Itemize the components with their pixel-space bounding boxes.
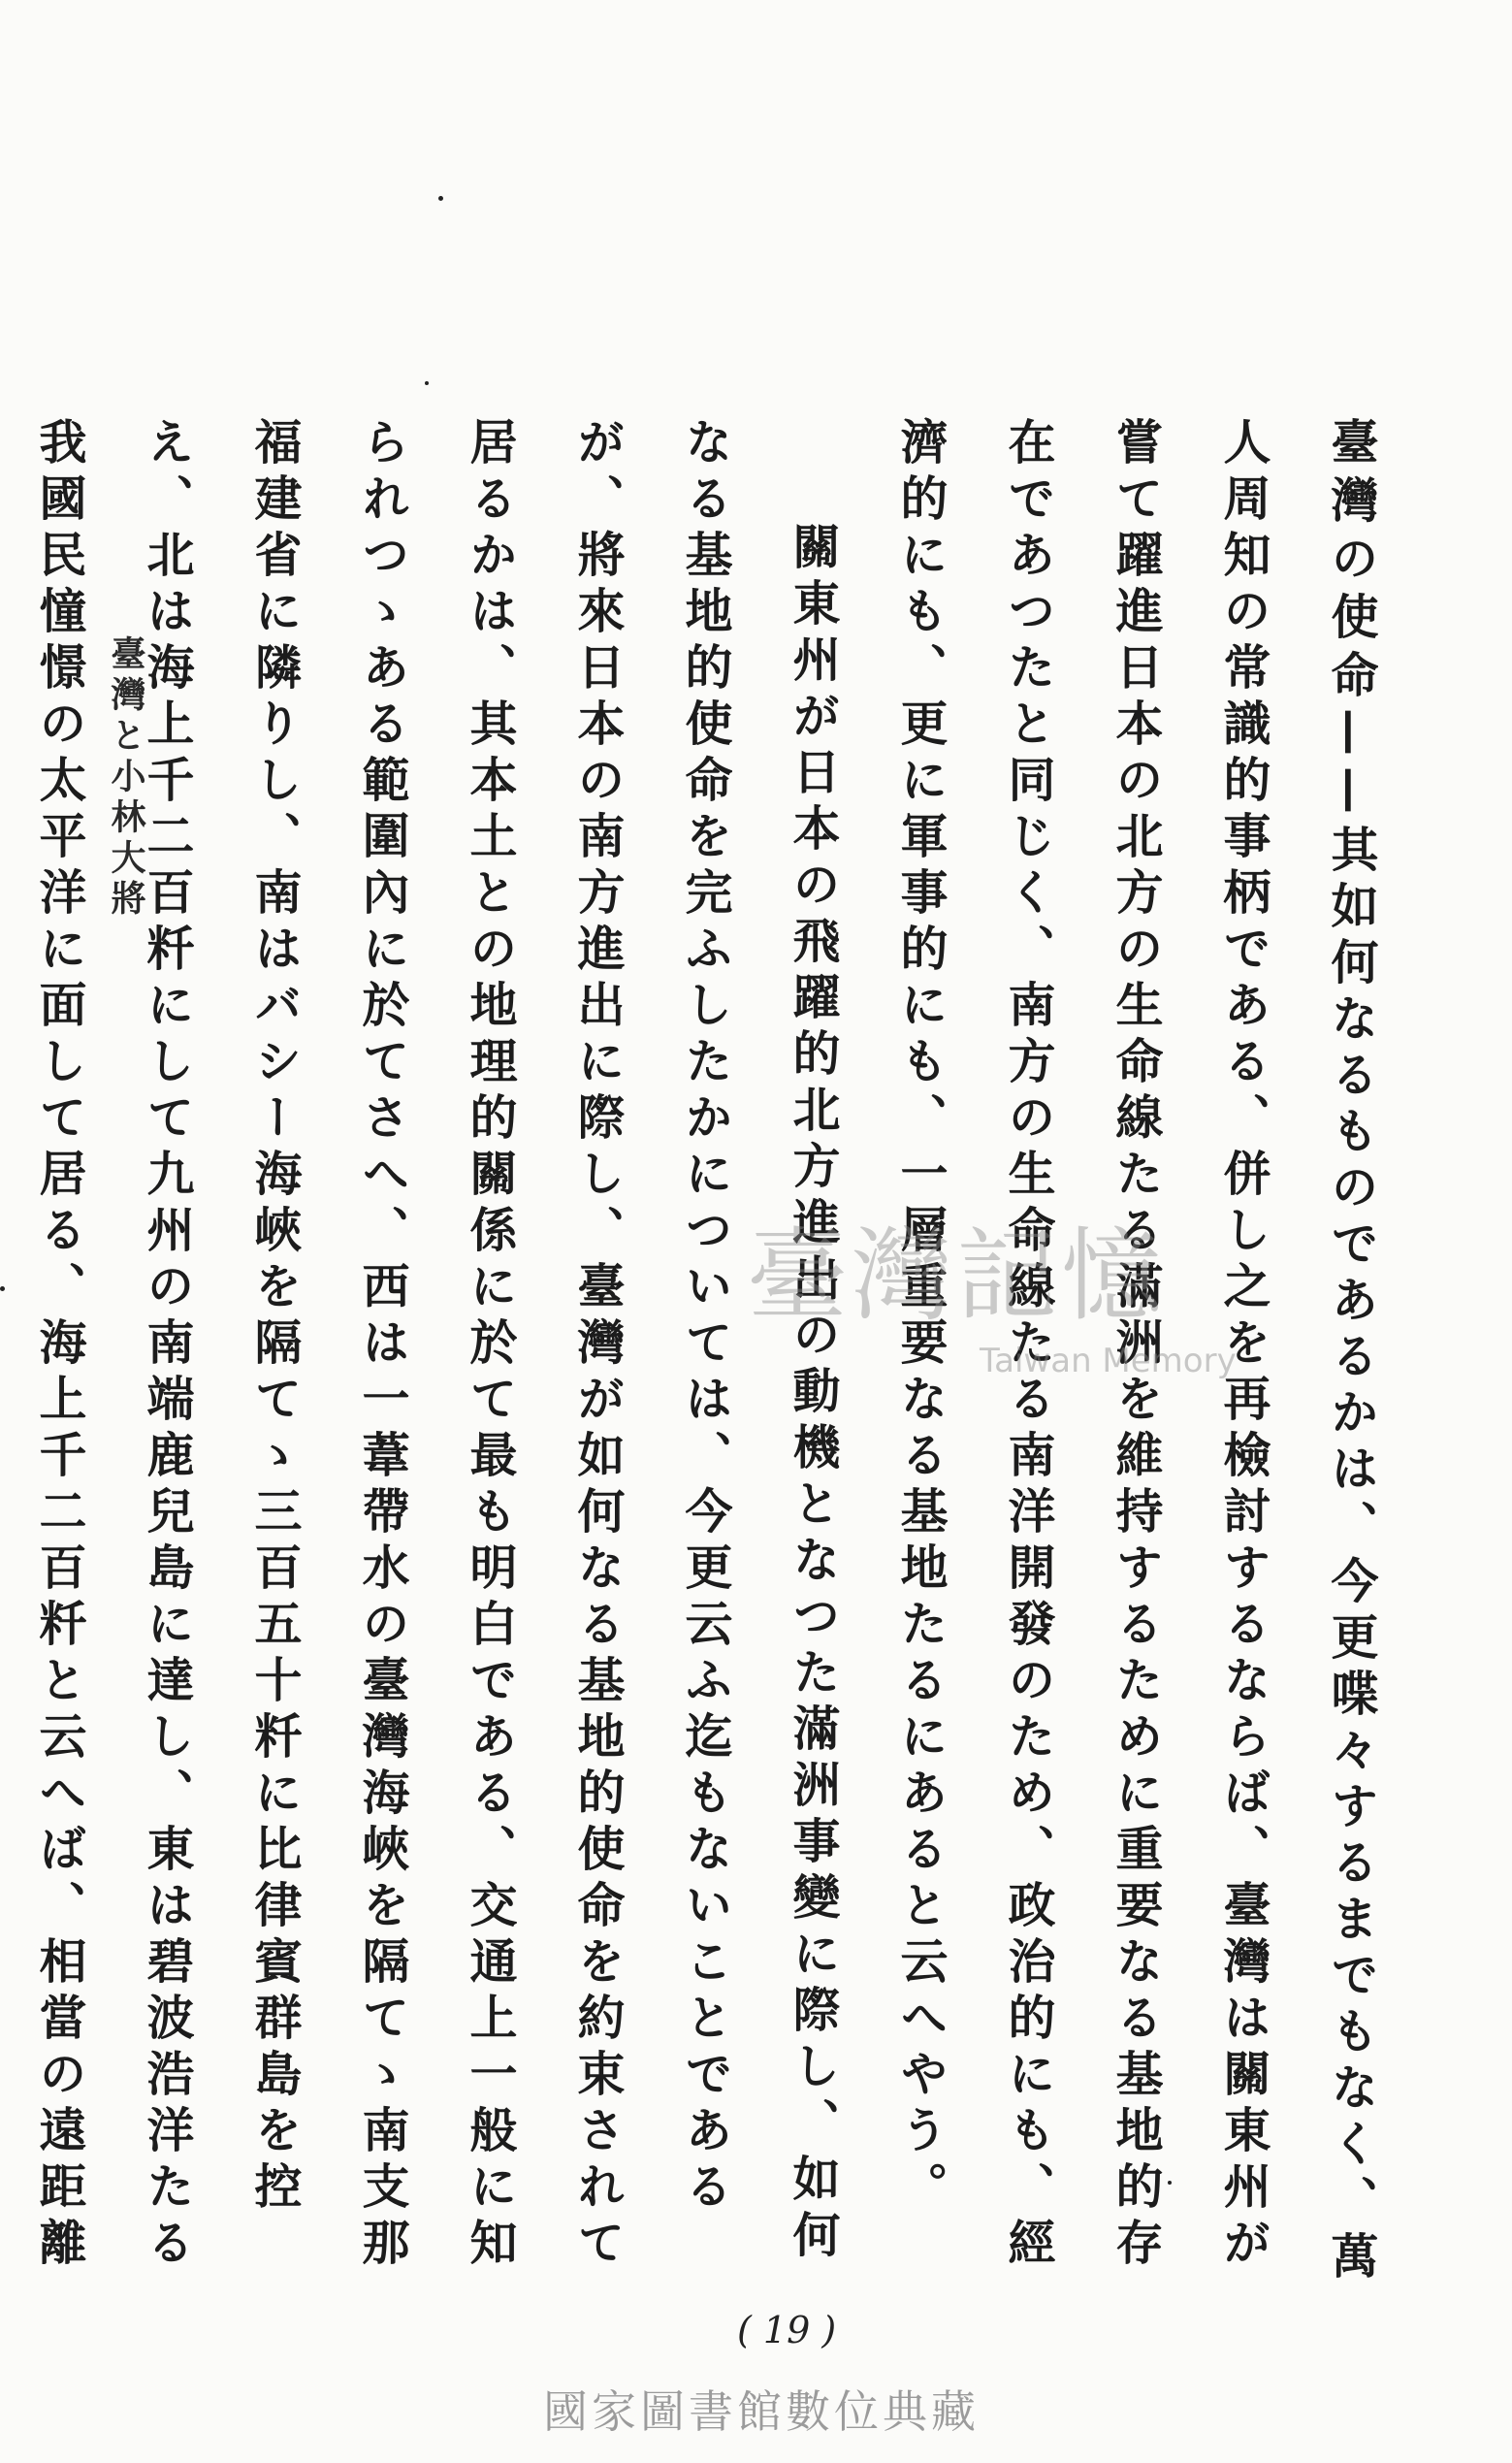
page-number: ( 19 ) [737, 2309, 837, 2351]
watermark-chinese: 臺灣記憶 [747, 1216, 1167, 1335]
scan-speck [1168, 2181, 1172, 2185]
watermark [747, 1217, 1290, 1411]
scan-speck [425, 381, 429, 385]
paragraph-2: 關東州が日本の飛躍的北方進出の動機となつた滿洲事變に際し、如何なる基地的使命を完ふしたかについては、今更云ふ迄もないことであるが、將來日本の南方進出に際し、臺灣が如何なる基地的使命を約束されて居るかは、其本土との地理的關係に於て最も明白である、交通上一般に知られつゝある範圍內に於てさへ、西は一葦帶水の臺灣海峽を隔てゝ南支那福建省に隣りし、南はバシー海峽を隔てゝ三百五十粁に比律賓群島を控え、北は海上千二百粁にして九州の南端鹿兒島に達し、東は碧波浩洋たる我國民憧憬の太平洋に面して居る、海上千二百粁と云へば、相當の遠距離 [32, 417, 842, 2274]
section-heading: 臺灣の使命—— [1324, 417, 1380, 825]
paragraph-1-text: 其如何なるものであるかは、今更喋々するまでもなく、萬人周知の常識的事柄である、併し之を再檢討するならば、臺灣は關東州が嘗て躍進日本の北方の生命線たる滿洲を維持するために重要なる基地的存在であつたと同じく、南方の生命線たる南洋開發のため、政治的にも、經濟的にも、更に軍事的にも、一層重要なる基地たるにあると云へやう。 [893, 417, 1380, 2287]
scan-speck [438, 196, 443, 201]
running-title: 臺灣と小林大將 [106, 635, 146, 921]
footer-credit: 國家圖書館數位典藏 [543, 2385, 980, 2438]
scan-speck [0, 1286, 5, 1291]
watermark-english: Taiwan Memory [980, 1342, 1237, 1380]
